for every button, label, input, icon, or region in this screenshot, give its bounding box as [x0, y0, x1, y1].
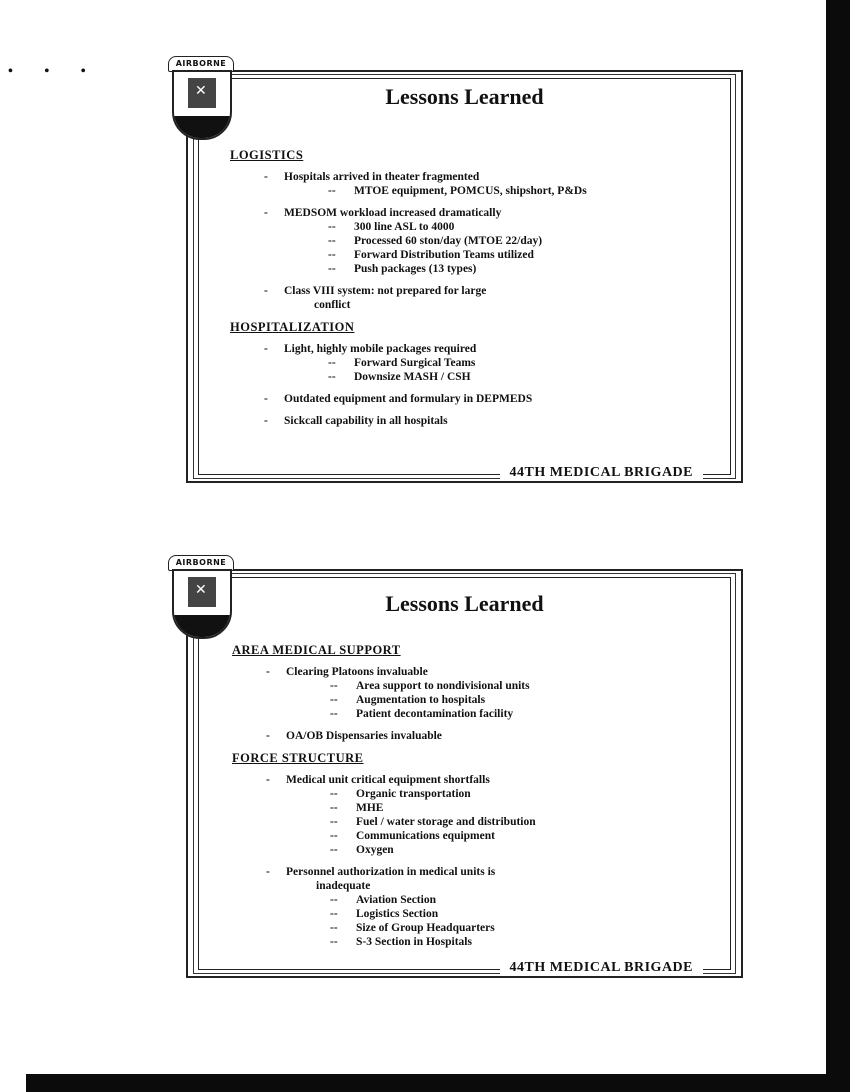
bullet-text: - Sickcall capability in all hospitals: [284, 415, 448, 427]
sub-bullet-item: -- Area support to nondivisional units: [330, 679, 713, 693]
sub-bullet-item: -- Fuel / water storage and distribution: [330, 815, 713, 829]
bullet-item: [266, 865, 713, 949]
bullet-item: [264, 206, 713, 276]
emblem-tab: AIRBORNE: [168, 555, 234, 571]
sub-bullet-item: -- Forward Distribution Teams utilized: [328, 248, 713, 262]
bullet-text: - Class VIII system: not prepared for large: [284, 285, 487, 297]
bullet-text: - Outdated equipment and formulary in DEPMEDS: [284, 393, 533, 405]
sub-bullet-item: -- S-3 Section in Hospitals: [330, 935, 713, 949]
sub-bullet-item: -- Push packages (13 types): [328, 262, 713, 276]
sub-bullet-item: -- Downsize MASH / CSH: [328, 370, 713, 384]
section-heading: LOGISTICS: [230, 148, 304, 162]
bullet-text: - MEDSOM workload increased dramatically: [284, 207, 502, 219]
sub-bullet-item: -- MHE: [330, 801, 713, 815]
bullet-text: - OA/OB Dispensaries invaluable: [286, 730, 442, 742]
slide-title: Lessons Learned: [385, 591, 544, 616]
slide-area-support: [175, 558, 743, 978]
emblem-tab: AIRBORNE: [168, 56, 234, 72]
slide-footer: 44TH MEDICAL BRIGADE: [500, 465, 703, 481]
bullet-item: [266, 773, 713, 857]
bullet-text: - Light, highly mobile packages required: [284, 343, 477, 355]
bullet-text: - Personnel authorization in medical units is: [286, 866, 496, 878]
sub-bullet-item: -- MTOE equipment, POMCUS, shipshort, P&Ds: [328, 184, 713, 198]
slide-footer: 44TH MEDICAL BRIGADE: [500, 960, 703, 976]
sub-bullet-item: -- Organic transportation: [330, 787, 713, 801]
bullet-item: [266, 665, 713, 721]
slide-logistics: [175, 59, 743, 483]
section-heading: AREA MEDICAL SUPPORT: [232, 643, 401, 657]
bullet-text: - Clearing Platoons invaluable: [286, 666, 428, 678]
bullet-item: [264, 342, 713, 384]
sub-bullet-item: -- Communications equipment: [330, 829, 713, 843]
sub-bullet-item: -- Patient decontamination facility: [330, 707, 713, 721]
sub-bullet-item: -- Oxygen: [330, 843, 713, 857]
bullet-continuation: inadequate: [316, 880, 371, 892]
bullet-item: [264, 414, 713, 428]
bullet-item: [264, 170, 713, 198]
sub-bullet-item: -- Logistics Section: [330, 907, 713, 921]
sub-bullet-item: -- Forward Surgical Teams: [328, 356, 713, 370]
slide-content: [232, 641, 713, 957]
sub-bullet-item: -- 300 line ASL to 4000: [328, 220, 713, 234]
bullet-item: [266, 729, 713, 743]
bullet-item: [264, 284, 713, 312]
bullet-continuation: conflict: [314, 299, 351, 311]
scan-border-right: [826, 0, 850, 1078]
bullet-text: - Medical unit critical equipment shortfalls: [286, 774, 490, 786]
slide-title: Lessons Learned: [385, 84, 544, 109]
sub-bullet-item: -- Processed 60 ston/day (MTOE 22/day): [328, 234, 713, 248]
bullet-text: - Hospitals arrived in theater fragmented: [284, 171, 480, 183]
bullet-item: [264, 392, 713, 406]
sub-bullet-item: -- Augmentation to hospitals: [330, 693, 713, 707]
scan-border-bottom: [26, 1074, 850, 1092]
sub-bullet-item: -- Aviation Section: [330, 893, 713, 907]
section-heading: FORCE STRUCTURE: [232, 751, 364, 765]
slide-content: [230, 146, 713, 436]
sub-bullet-item: -- Size of Group Headquarters: [330, 921, 713, 935]
scan-dots: • • •: [8, 64, 100, 79]
section-heading: HOSPITALIZATION: [230, 320, 355, 334]
